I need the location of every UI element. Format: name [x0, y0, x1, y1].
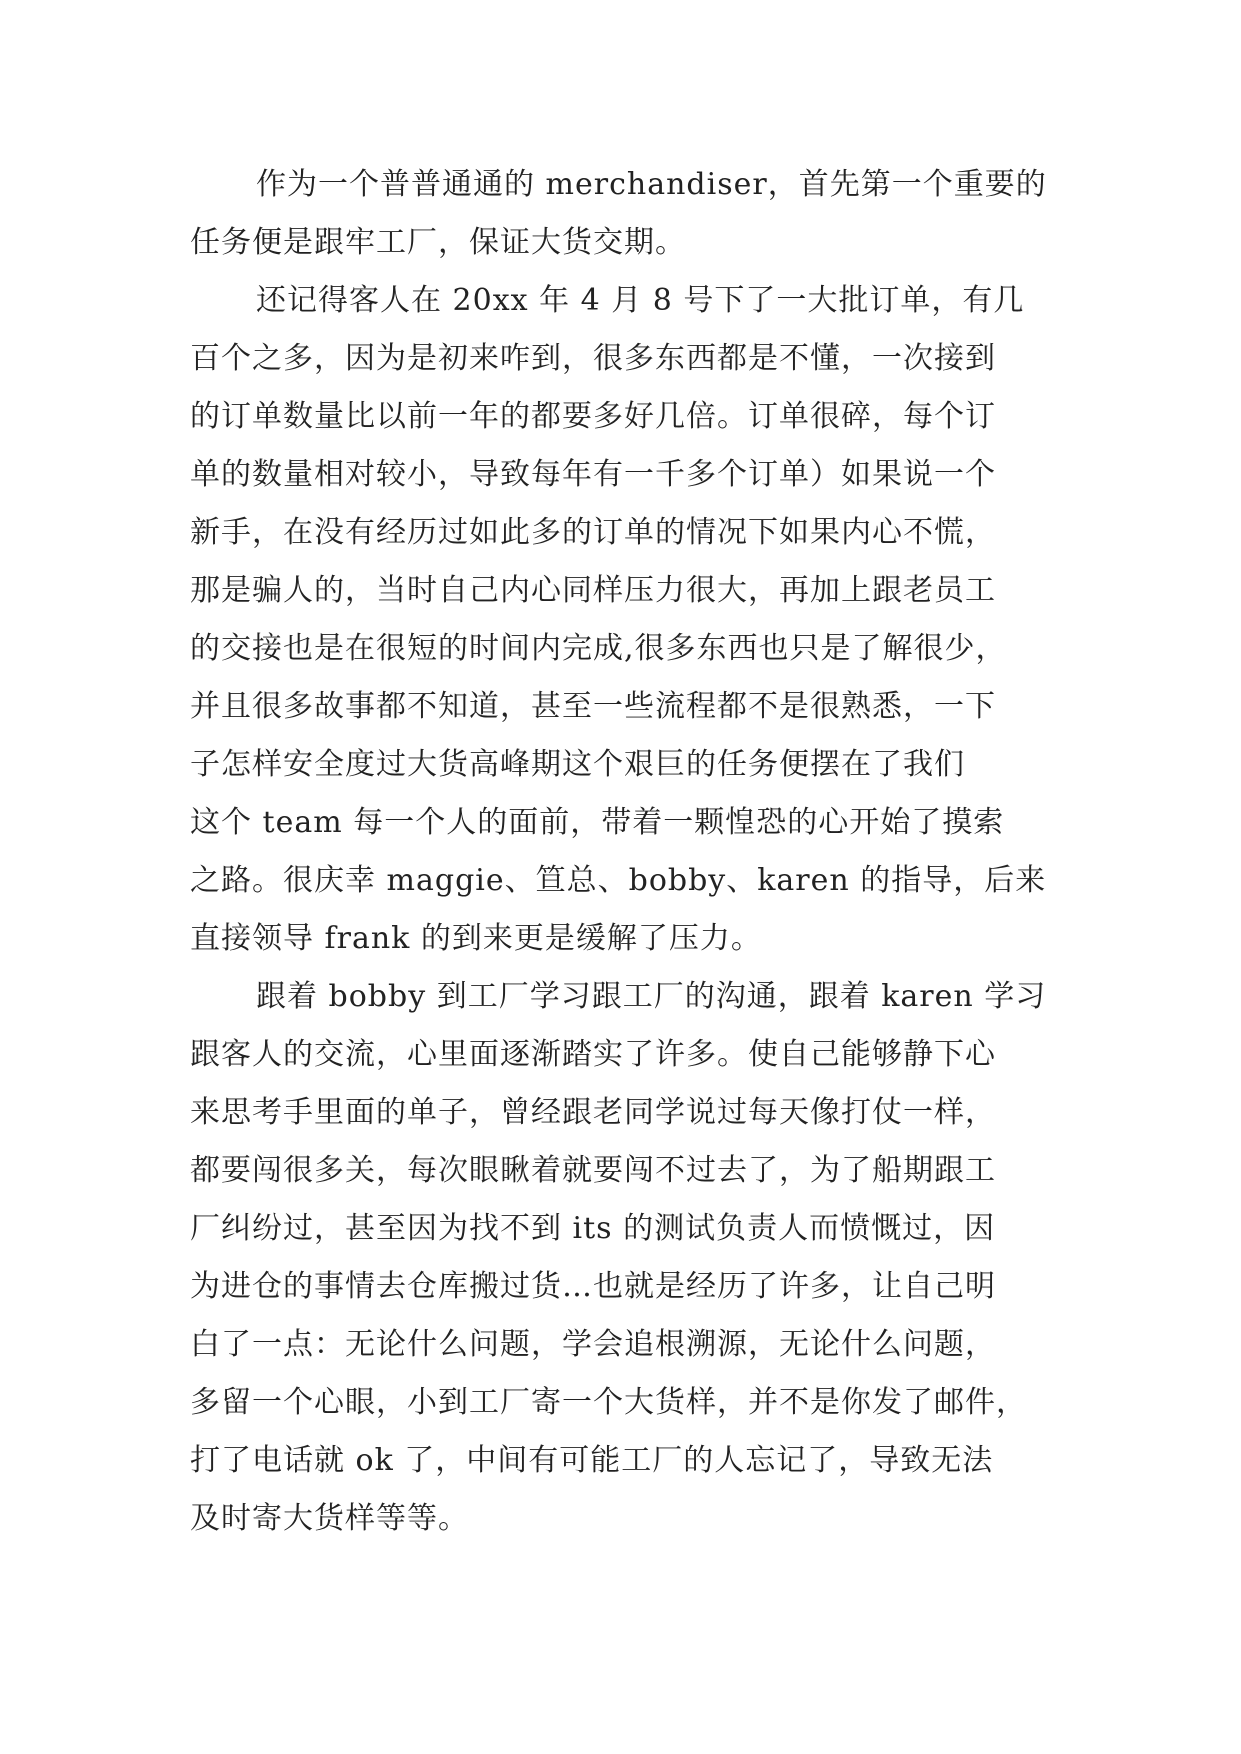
paragraph-line: 及时寄大货样等等。	[190, 1501, 469, 1536]
paragraph-3	[190, 968, 1050, 1548]
paragraph-2	[190, 272, 1050, 968]
paragraph-line: 来思考手里面的单子，曾经跟老同学说过每天像打仗一样，	[190, 1095, 996, 1130]
paragraph-line: 百个之多，因为是初来咋到，很多东西都是不懂，一次接到	[190, 341, 996, 376]
paragraph-line: 单的数量相对较小，导致每年有一千多个订单）如果说一个	[190, 457, 996, 492]
paragraph-line: 的交接也是在很短的时间内完成,很多东西也只是了解很少，	[190, 631, 1007, 666]
document-body	[190, 156, 1050, 1548]
paragraph-line: 这个 team 每一个人的面前，带着一颗惶恐的心开始了摸索	[190, 805, 1005, 840]
paragraph-line: 还记得客人在 20xx 年 4 月 8 号下了一大批订单，有几	[256, 283, 1025, 318]
paragraph-line: 跟着 bobby 到工厂学习跟工厂的沟通，跟着 karen 学习	[256, 979, 1047, 1014]
paragraph-line: 并且很多故事都不知道，甚至一些流程都不是很熟悉，一下	[190, 689, 996, 724]
paragraph-line: 打了电话就 ok 了，中间有可能工厂的人忘记了，导致无法	[190, 1443, 994, 1478]
paragraph-line: 任务便是跟牢工厂，保证大货交期。	[190, 225, 686, 260]
paragraph-line: 新手，在没有经历过如此多的订单的情况下如果内心不慌，	[190, 515, 996, 550]
paragraph-line: 跟客人的交流，心里面逐渐踏实了许多。使自己能够静下心	[190, 1037, 996, 1072]
paragraph-line: 的订单数量比以前一年的都要多好几倍。订单很碎，每个订	[190, 399, 996, 434]
paragraph-line: 都要闯很多关，每次眼瞅着就要闯不过去了，为了船期跟工	[190, 1153, 996, 1188]
paragraph-line: 多留一个心眼，小到工厂寄一个大货样，并不是你发了邮件，	[190, 1385, 1027, 1420]
paragraph-line: 白了一点：无论什么问题，学会追根溯源，无论什么问题，	[190, 1327, 996, 1362]
paragraph-line: 子怎样安全度过大货高峰期这个艰巨的任务便摆在了我们	[190, 747, 965, 782]
paragraph-line: 那是骗人的，当时自己内心同样压力很大，再加上跟老员工	[190, 573, 996, 608]
paragraph-line: 直接领导 frank 的到来更是缓解了压力。	[190, 921, 762, 956]
paragraph-line: 厂纠纷过，甚至因为找不到 its 的测试负责人而愤慨过，因	[190, 1211, 996, 1246]
paragraph-1	[190, 156, 1050, 272]
paragraph-line: 作为一个普普通通的 merchandiser，首先第一个重要的	[256, 167, 1047, 202]
paragraph-line: 之路。很庆幸 maggie、笪总、bobby、karen 的指导，后来	[190, 863, 1047, 898]
paragraph-line: 为进仓的事情去仓库搬过货…也就是经历了许多，让自己明	[190, 1269, 996, 1304]
